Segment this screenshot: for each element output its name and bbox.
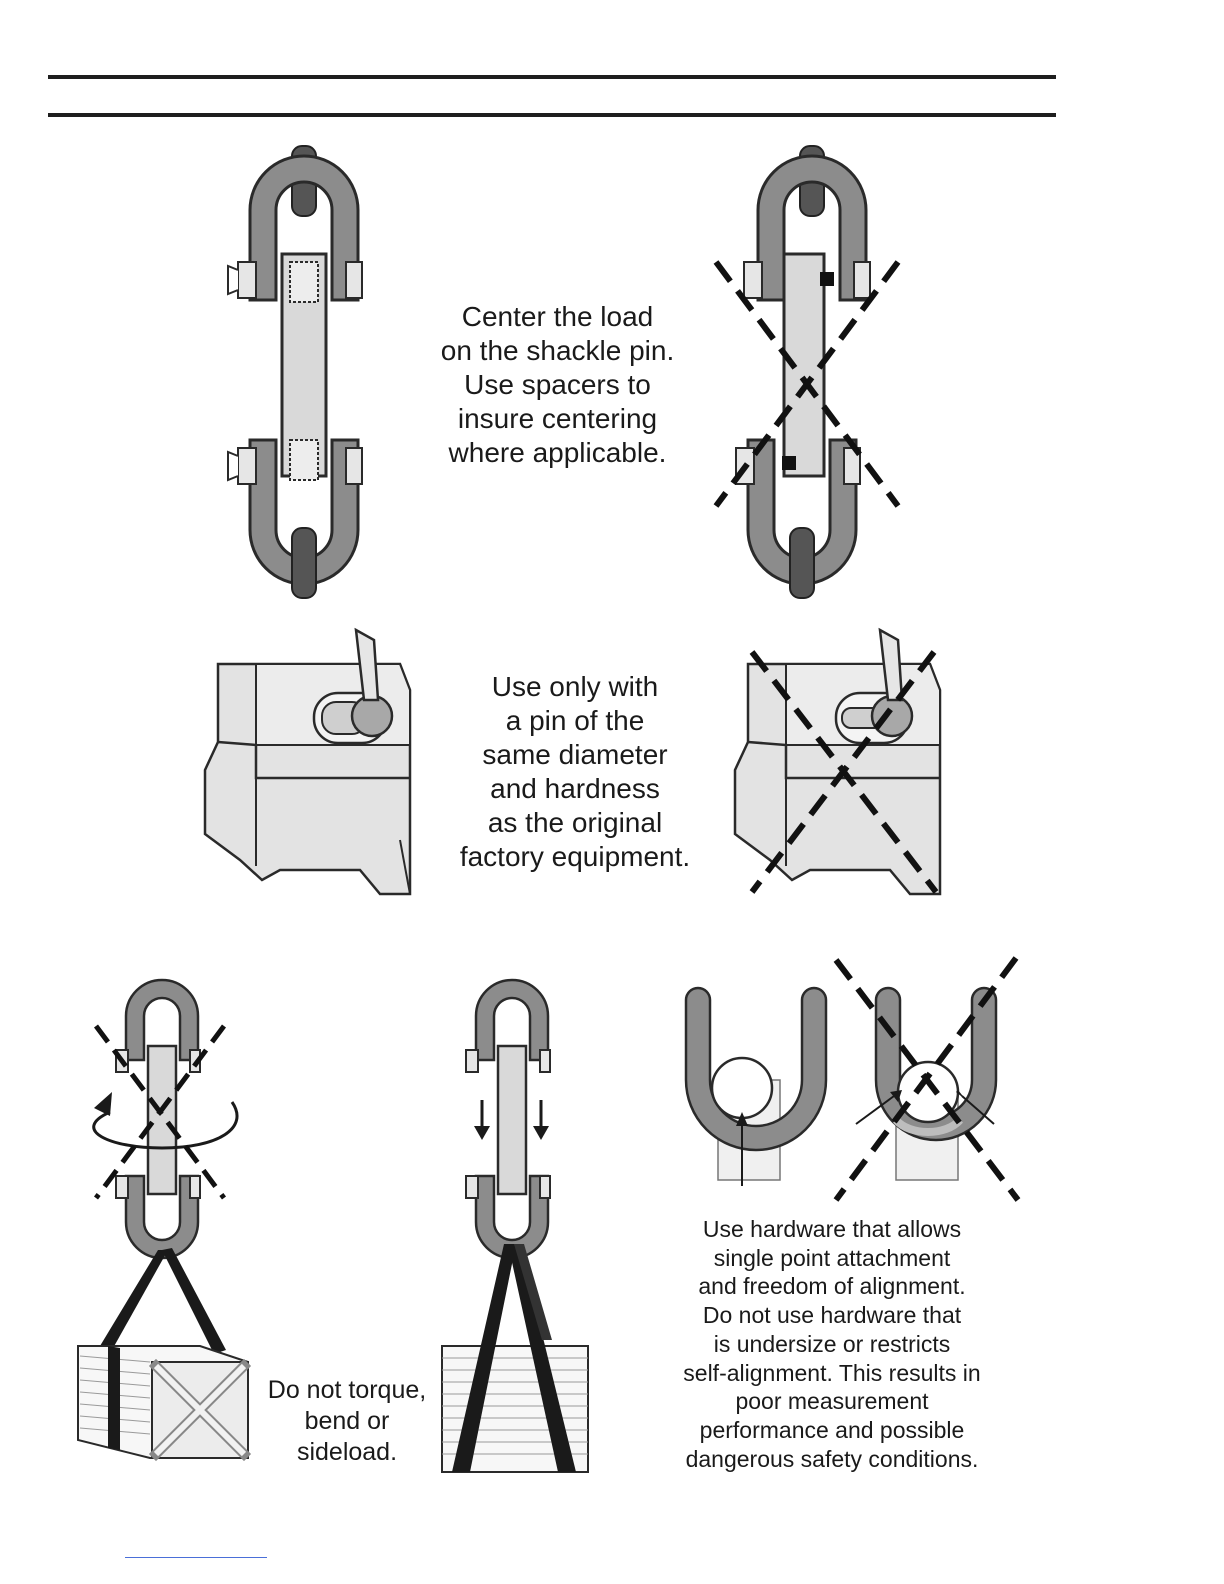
shackle-assembly-incorrect	[716, 146, 898, 598]
sling	[100, 1250, 168, 1350]
caption-pin-match: Use only with a pin of the same diameter and hardness as the original factory equipment.	[459, 671, 691, 872]
caption-hardware: Use hardware that allows single point attachment and freedom of alignment. Do not use hardware that is undersize or restricts self-alignment. This results in poor measurement performance and possible dangerous safety conditions.	[683, 1216, 981, 1472]
footer-link-underline[interactable]	[125, 1557, 267, 1558]
caption-no-torque: Do not torque, bend or sideload.	[267, 1376, 427, 1466]
pin-block-incorrect	[735, 630, 940, 894]
caption-center-load: Center the load on the shackle pin. Use spacers to insure centering where applicable.	[440, 301, 675, 468]
sling	[162, 1248, 226, 1354]
hardware-correct	[686, 988, 826, 1186]
pin-block-correct	[205, 630, 410, 894]
hardware-incorrect	[836, 958, 1018, 1200]
straight-pull-correct	[442, 980, 588, 1472]
shackle-assembly-correct	[228, 146, 362, 598]
sideload-incorrect	[78, 980, 248, 1458]
bottom-rod	[292, 528, 316, 598]
